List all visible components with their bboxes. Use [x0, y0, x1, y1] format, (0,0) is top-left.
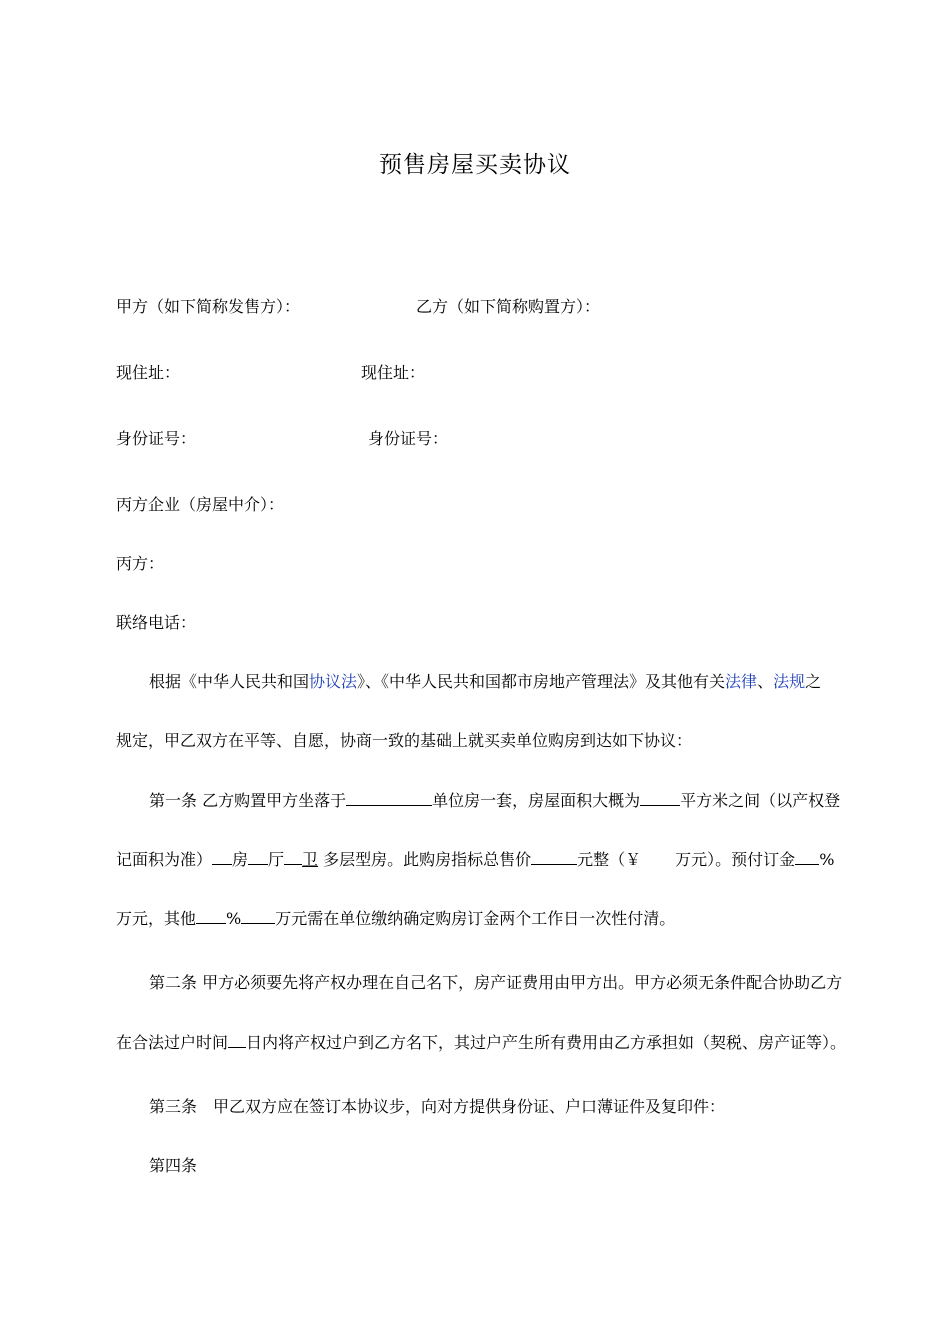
intro-text-2: 》、《中华人民共和国都市房地产管理法》及其他有关	[357, 672, 726, 691]
location-blank	[346, 789, 432, 806]
article-1-text-h: 多层型房。此购房指标总售价	[318, 850, 532, 869]
area-blank	[640, 789, 680, 806]
remainder-amount-blank	[241, 907, 275, 924]
article-1-line-1	[149, 789, 840, 812]
article-1-text-k: %	[819, 850, 835, 869]
article-4: 第四条	[149, 1156, 198, 1175]
intro-text-1: 根据《中华人民共和国	[149, 672, 310, 691]
article-1-text-a: 第一条 乙方购置甲方坐落于	[149, 791, 347, 810]
deposit-blank	[795, 848, 819, 865]
intro-text-3: 、	[757, 672, 774, 691]
id-a-label: 身份证号：	[116, 429, 197, 448]
intro-paragraph-line-1	[149, 671, 821, 693]
article-1-text-j: 万元）。预付订金	[675, 850, 796, 869]
article-1-text-l: 万元，其他	[116, 909, 197, 928]
article-2-line-1: 第二条 甲方必须要先将产权办理在自己名下，房产证费用由甲方出。甲方必须无条件配合协助乙方	[149, 973, 843, 992]
article-2-line-2	[116, 1031, 846, 1054]
address-a-label: 现住址：	[116, 363, 181, 382]
party-b-label: 乙方（如下简称购置方）：	[416, 297, 601, 316]
article-1-text-i: 元整（￥	[577, 850, 642, 869]
rooms-blank	[212, 848, 232, 865]
document-title: 预售房屋买卖协议	[379, 152, 571, 178]
article-1-text-f: 厅	[268, 850, 285, 869]
party-c-company-label: 丙方企业（房屋中介）：	[116, 495, 285, 514]
contract-law-link[interactable]: 协议法	[309, 672, 358, 691]
id-b-label: 身份证号：	[368, 429, 449, 448]
article-1-line-3	[116, 907, 675, 930]
intro-paragraph-line-2: 规定，甲乙双方在平等、自愿，协商一致的基础上就买卖单位购房到达如下协议：	[116, 731, 693, 750]
address-b-label: 现住址：	[361, 363, 426, 382]
article-3: 第三条 甲乙双方应在签订本协议步，向对方提供身份证、户口薄证件及复印件：	[149, 1097, 726, 1116]
article-1-text-n: 万元需在单位缴纳确定购房订金两个工作日一次性付清。	[275, 909, 676, 928]
article-1-text-m: %	[226, 909, 242, 928]
party-c-label: 丙方：	[116, 554, 165, 573]
regulation-link[interactable]: 法规	[773, 672, 806, 691]
baths-blank	[284, 848, 302, 865]
party-a-label: 甲方（如下简称发售方）：	[116, 297, 301, 316]
article-1-text-e: 房	[232, 850, 249, 869]
article-1-line-2	[116, 848, 834, 871]
halls-blank	[248, 848, 268, 865]
article-2-text-a: 在合法过户时间	[116, 1033, 229, 1052]
article-2-text-b: 日内将产权过户到乙方名下，其过户产生所有费用由乙方承担如（契税、房产证等）。	[246, 1033, 847, 1052]
intro-text-4: 之	[805, 672, 822, 691]
phone-label: 联络电话：	[116, 613, 197, 632]
article-1-text-b: 单位房一套，房屋面积大概为	[432, 791, 641, 810]
price-blank	[531, 848, 577, 865]
article-1-text-d: 记面积为准）	[116, 850, 213, 869]
article-1-text-g: 卫	[302, 850, 319, 869]
transfer-days-blank	[228, 1031, 246, 1048]
article-1-text-c: 平方米之间（以产权登	[680, 791, 841, 810]
law-link[interactable]: 法律	[725, 672, 758, 691]
remainder-percent-blank	[196, 907, 226, 924]
